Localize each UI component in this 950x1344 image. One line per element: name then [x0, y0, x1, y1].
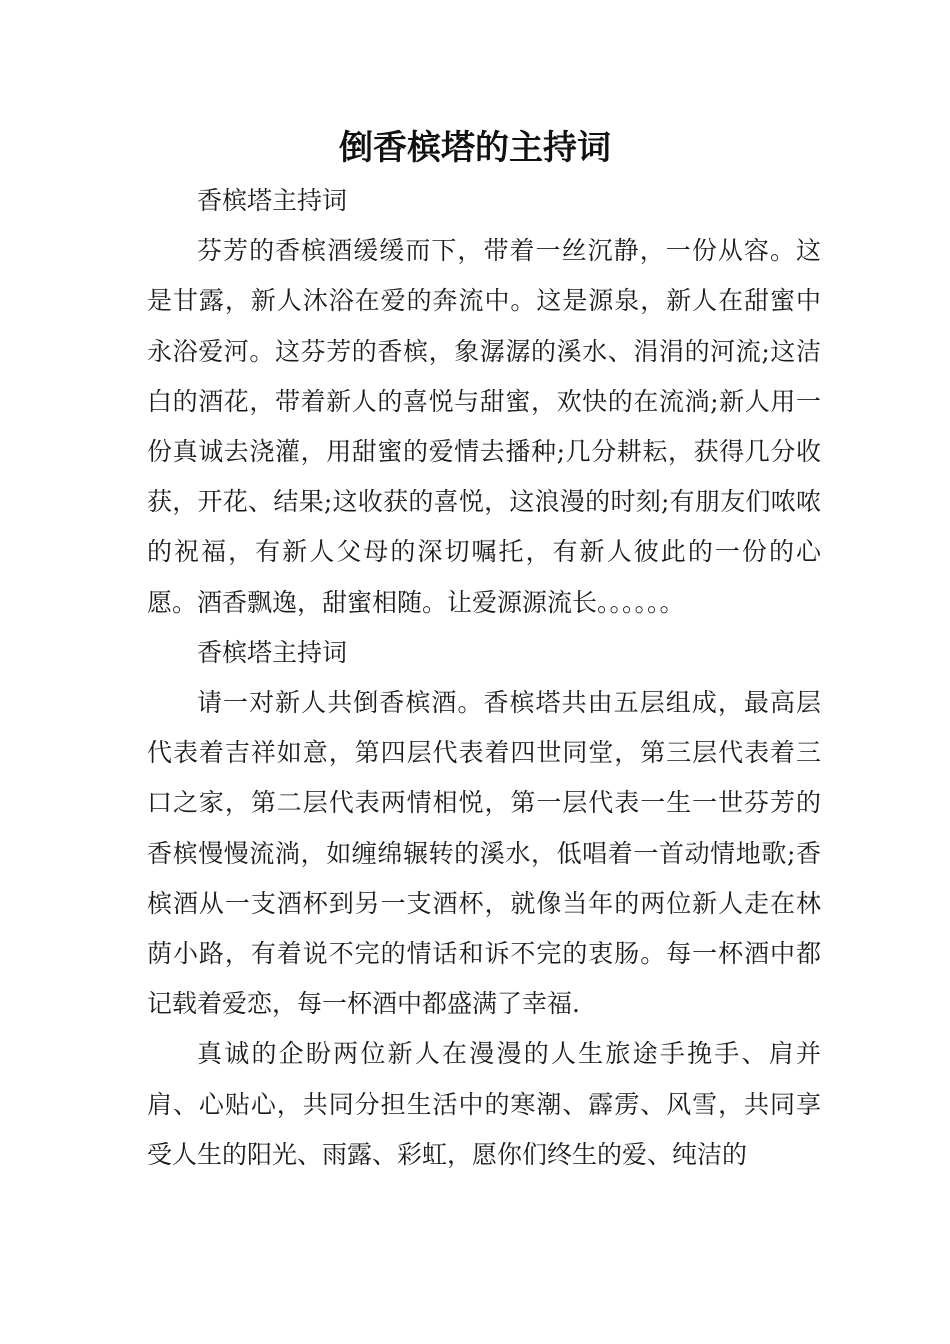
body-paragraph: 真诚的企盼两位新人在漫漫的人生旅途手挽手、肩并肩、心贴心，共同分担生活中的寒潮、霹雳、风雪，共同享受人生的阳光、雨露、彩虹，愿你们终生的爱、纯洁的: [147, 1039, 821, 1169]
body-paragraph: 请一对新人共倒香槟酒。香槟塔共由五层组成，最高层代表着吉祥如意，第四层代表着四世同堂，第三层代表着三口之家，第二层代表两情相悦，第一层代表一生一世芬芳的香槟慢慢流淌，如缠绵辗转的溪水，低唱着一首动情地歌;香槟酒从一支酒杯到另一支酒杯，就像当年的两位新人走在林荫小路，有着说不完的情话和诉不完的衷肠。每一杯酒中都记载着爱恋，每一杯酒中都盛满了幸福.: [147, 688, 821, 1019]
document-title: 倒香槟塔的主持词: [339, 128, 611, 168]
section-heading: 香槟塔主持词: [197, 637, 348, 667]
body-paragraph: 芬芳的香槟酒缓缓而下，带着一丝沉静，一份从容。这是甘露，新人沐浴在爱的奔流中。这是源泉，新人在甜蜜中永浴爱河。这芬芳的香槟，象潺潺的溪水、涓涓的河流;这洁白的酒花，带着新人的喜悦与甜蜜，欢快的在流淌;新人用一份真诚去浇灌，用甜蜜的爱情去播种;几分耕耘，获得几分收获，开花、结果;这收获的喜悦，这浪漫的时刻;有朋友们哝哝的祝福，有新人父母的深切嘱托，有新人彼此的一份的心愿。酒香飘逸，甜蜜相随。让爱源源流长。。。。。。: [147, 236, 821, 617]
section-heading: 香槟塔主持词: [197, 186, 348, 215]
document-body: [147, 176, 821, 1180]
